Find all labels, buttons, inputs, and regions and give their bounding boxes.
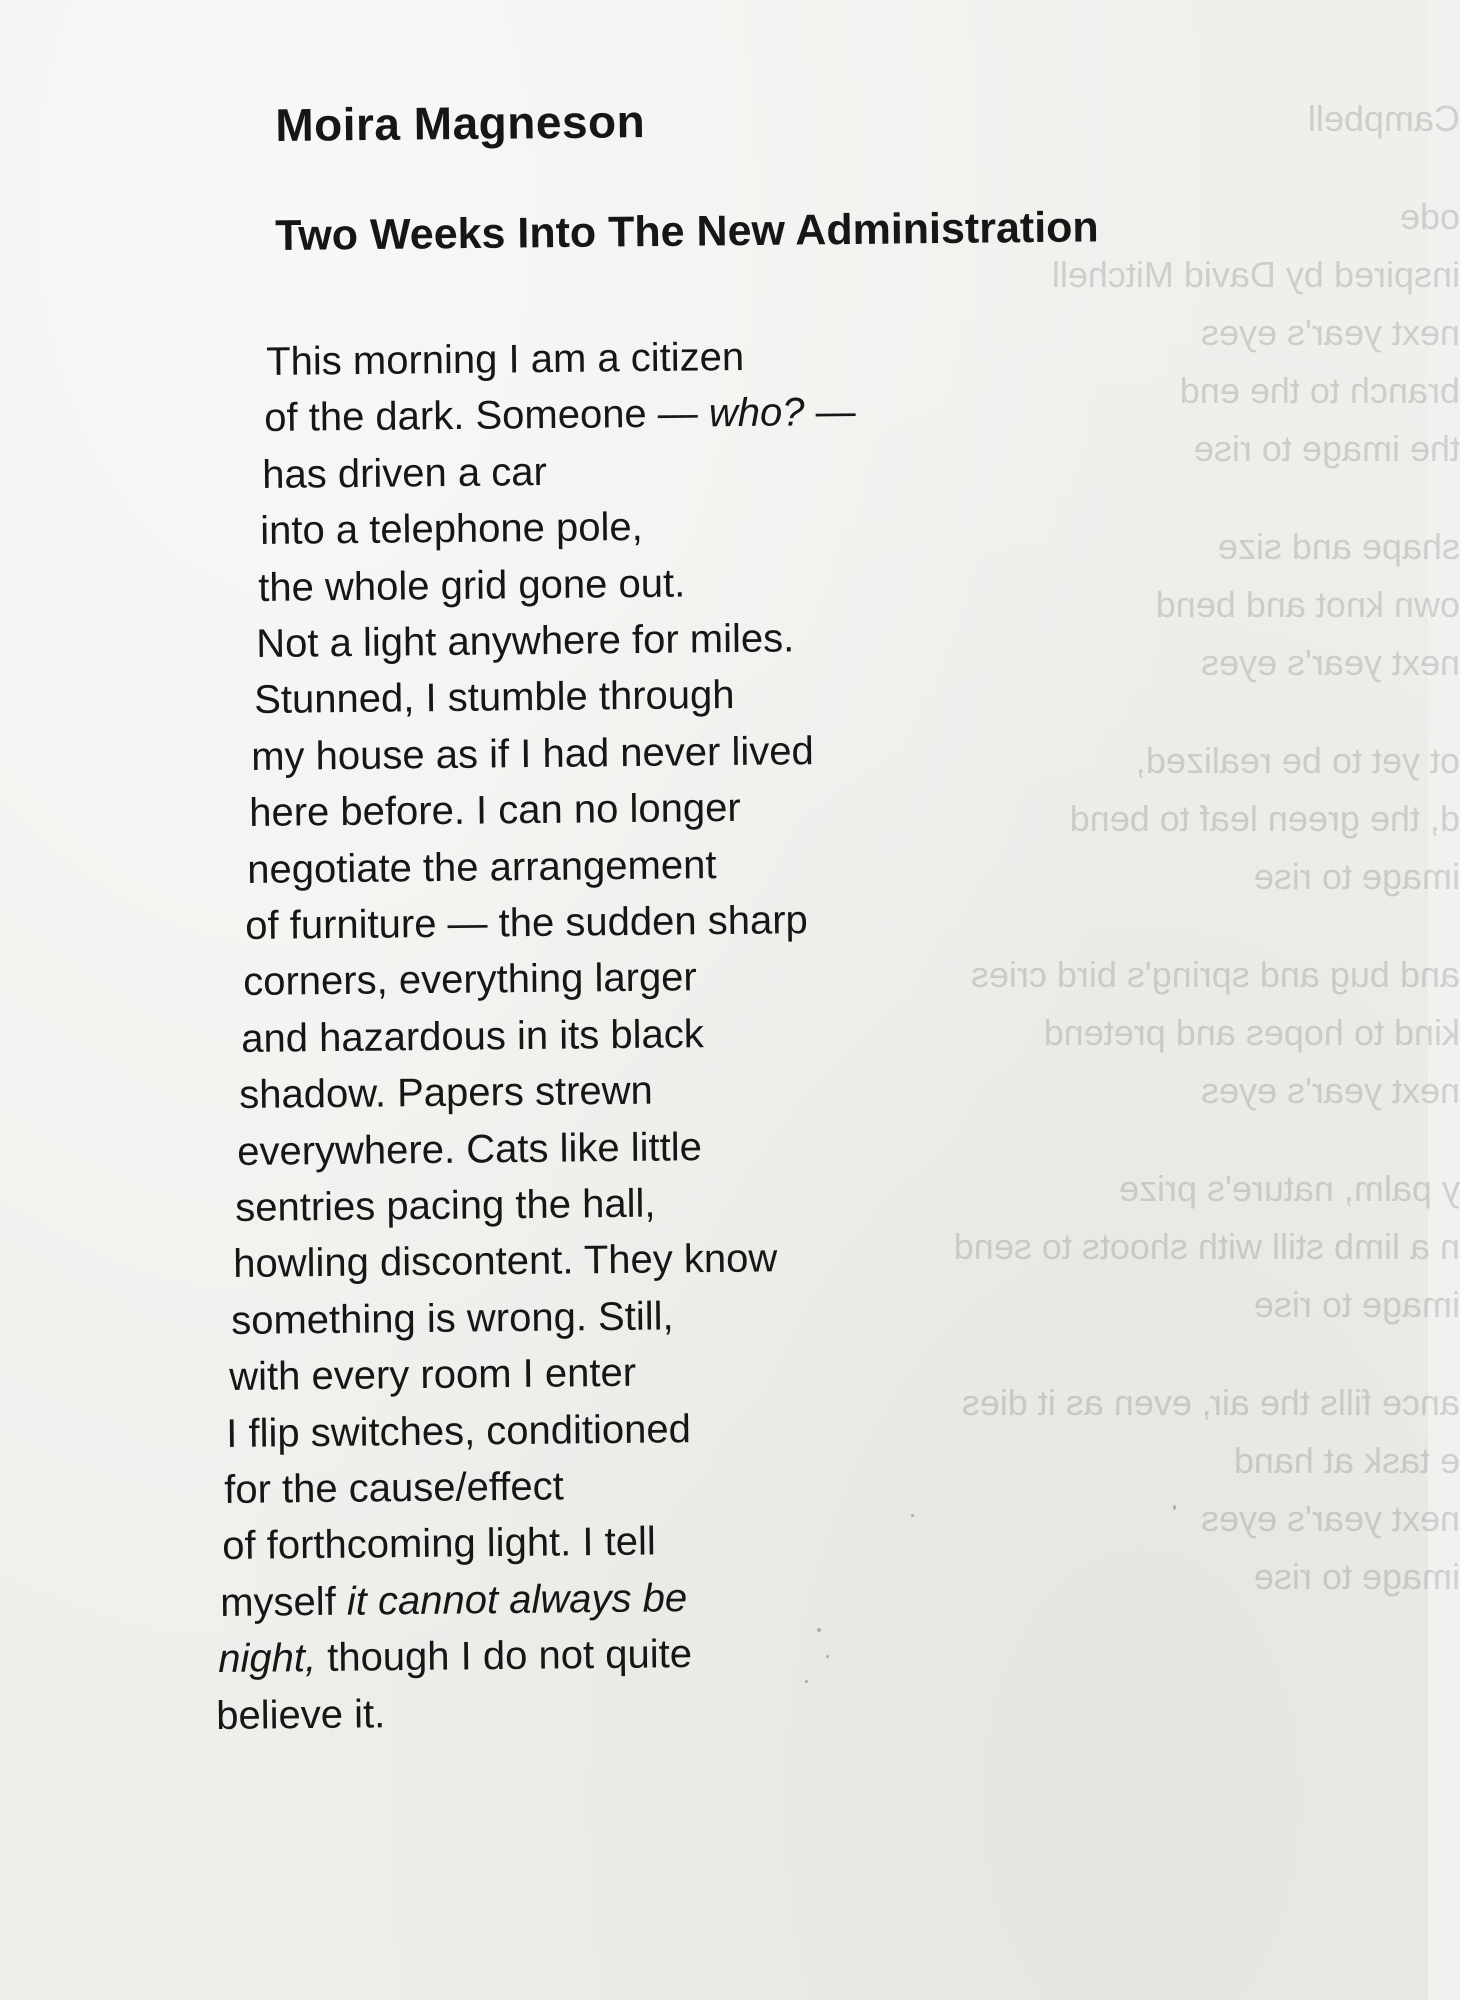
show-through-line: image to rise	[1253, 1556, 1460, 1597]
author-name: Moira Magneson	[275, 95, 646, 151]
line-text: here before. I can no longer	[249, 786, 742, 836]
show-through-line: ode	[1399, 196, 1460, 237]
paper-speck	[826, 1655, 829, 1658]
poem-line	[243, 956, 697, 1006]
poem-line	[220, 1576, 687, 1626]
show-through-line: kind to hopes and pretend	[1043, 1012, 1460, 1053]
paper-speck	[817, 1628, 821, 1632]
show-through-line: own knot and bend	[1155, 584, 1460, 625]
line-text: with every room I enter	[228, 1350, 636, 1400]
poem-line	[224, 1464, 564, 1513]
line-text: shadow. Papers strewn	[238, 1068, 653, 1118]
line-text: has driven a car	[261, 449, 547, 497]
show-through-line: next year's eyes	[1201, 1498, 1460, 1539]
poem-line	[237, 1125, 702, 1175]
poem-line	[241, 1012, 704, 1062]
line-text: everywhere. Cats like little	[236, 1124, 702, 1174]
poem-line	[229, 1351, 636, 1400]
show-through-line: shape and size	[1217, 526, 1460, 567]
line-text: for the cause/effect	[224, 1464, 565, 1512]
line-text: myself	[220, 1579, 348, 1625]
show-through-line: next year's eyes	[1201, 642, 1460, 683]
line-text: corners, everything larger	[243, 955, 698, 1005]
poem-line	[226, 1407, 691, 1457]
poem-line	[258, 561, 685, 610]
poem-line	[264, 390, 856, 441]
poem-line	[231, 1294, 674, 1344]
show-through-line: ot yet to be realized,	[1135, 740, 1460, 781]
show-through-line: e task at hand	[1233, 1440, 1460, 1481]
show-through-line: next year's eyes	[1201, 1070, 1460, 1111]
poem-line	[235, 1182, 656, 1231]
poem-line	[254, 673, 735, 723]
poem-line	[233, 1237, 777, 1288]
line-text: the whole grid gone out.	[257, 561, 686, 610]
line-text: of the dark. Someone —	[263, 391, 710, 441]
line-text: howling discontent. They know	[232, 1236, 778, 1287]
poem-line	[247, 843, 717, 893]
line-text: Not a light anywhere for miles.	[255, 616, 795, 666]
line-text: Stunned, I stumble through	[253, 673, 735, 723]
paper-speck	[911, 1514, 914, 1517]
show-through-line: image to rise	[1253, 1284, 1460, 1325]
italic-text: who?	[708, 390, 805, 436]
show-through-line: the image to rise	[1193, 428, 1460, 469]
poem-line	[262, 450, 547, 498]
line-text: into a telephone pole,	[259, 505, 643, 554]
show-through-line: branch to the end	[1179, 370, 1460, 411]
poem-line	[251, 729, 814, 780]
show-through-line: inspired by David Mitchell	[1051, 254, 1460, 295]
line-text: of furniture — the sudden sharp	[245, 898, 809, 948]
poem-line	[239, 1069, 653, 1118]
poem-line	[256, 616, 794, 667]
line-text: and hazardous in its black	[241, 1011, 704, 1061]
show-through-line: next year's eyes	[1201, 312, 1460, 353]
paper-speck	[805, 1680, 808, 1683]
show-through-line: ance fills the air, even as it dies	[961, 1382, 1460, 1423]
line-text: my house as if I had never lived	[251, 728, 815, 779]
poem-line	[266, 335, 744, 385]
show-through-line: Campbell	[1307, 98, 1460, 139]
line-text: —	[804, 390, 856, 435]
show-through-line: y palm, nature's prize	[1118, 1168, 1460, 1209]
line-text: sentries pacing the hall,	[234, 1181, 656, 1230]
poem-line	[245, 898, 808, 949]
line-text: This morning I am a citizen	[266, 334, 745, 384]
italic-text: night,	[218, 1636, 317, 1682]
show-through-line: n a limb still with shoots to send	[953, 1226, 1460, 1267]
paper-speck	[1173, 1505, 1176, 1510]
show-through-line: image to rise	[1253, 856, 1460, 897]
poem-line	[216, 1692, 385, 1739]
show-through-line: and bug and spring's bird cries	[970, 954, 1460, 995]
italic-text: it cannot always be	[346, 1575, 688, 1624]
line-text: negotiate the arrangement	[247, 842, 717, 892]
poem-title: Two Weeks Into The New Administration	[275, 203, 1099, 260]
line-text: something is wrong. Still,	[230, 1294, 674, 1343]
poem-line	[249, 786, 741, 836]
poem-line	[260, 505, 643, 554]
poem-line	[222, 1520, 656, 1570]
show-through-line: d, the green leaf to bend	[1069, 798, 1460, 839]
poem-line	[218, 1632, 692, 1682]
line-text: believe it.	[216, 1691, 386, 1738]
line-text: I flip switches, conditioned	[226, 1406, 692, 1456]
line-text: of forthcoming light. I tell	[222, 1519, 657, 1569]
line-text: though I do not quite	[315, 1632, 693, 1681]
